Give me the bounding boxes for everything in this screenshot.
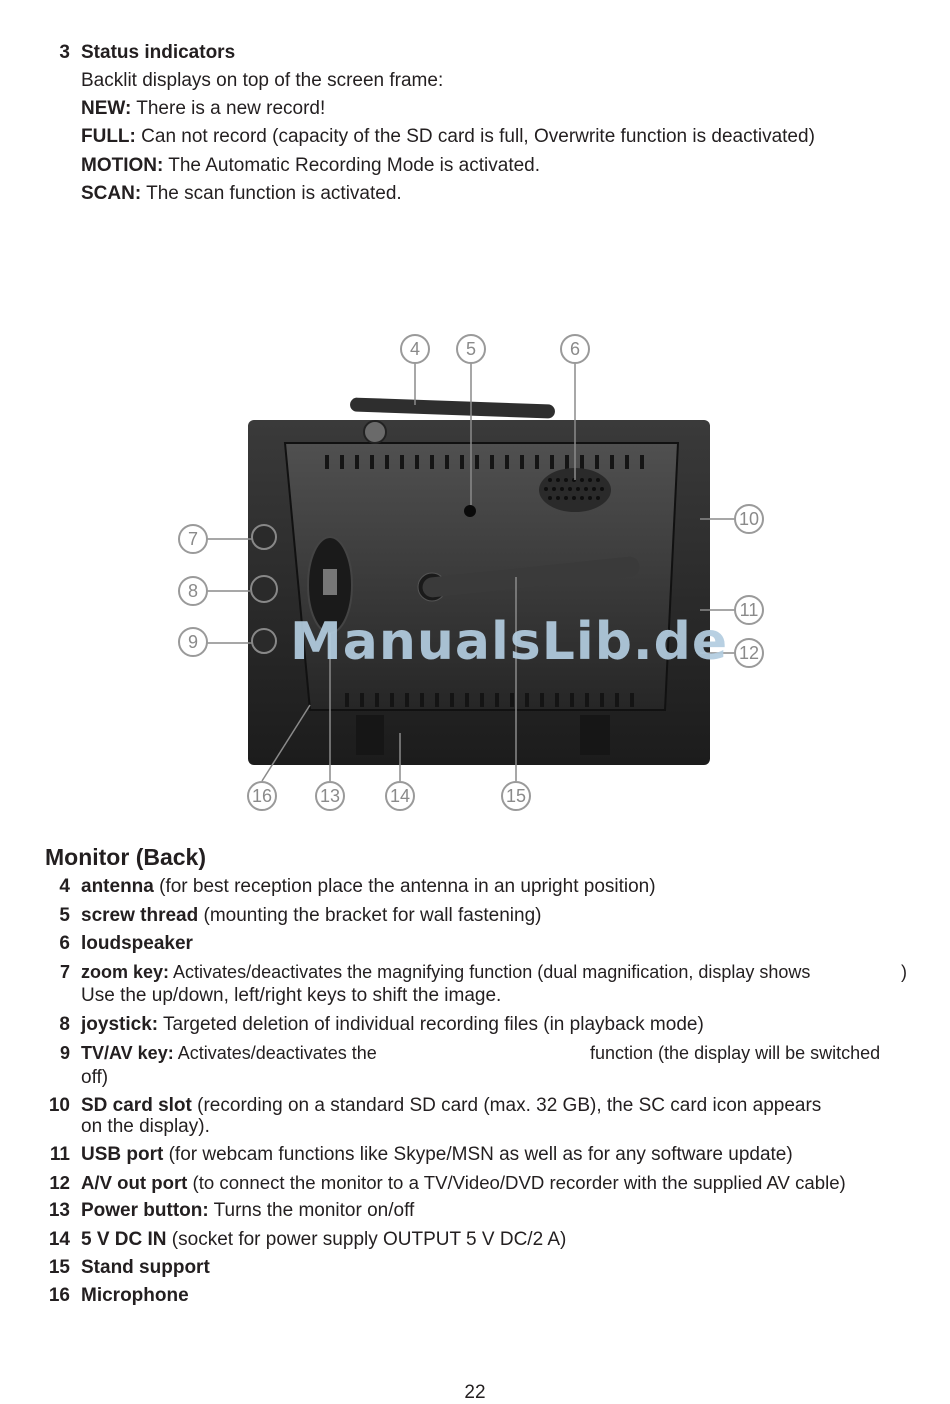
item-number: 16 — [48, 1285, 70, 1306]
callout-7: 7 — [187, 529, 199, 549]
item-number: 10 — [48, 1095, 70, 1116]
list-item — [59, 961, 911, 983]
item-text: (recording on a standard SD card (max. 32 GB), the SC card icon appears — [191, 1095, 822, 1116]
item-number: 9 — [59, 1043, 70, 1063]
monitor-back-figure — [160, 315, 800, 825]
callout-12: 12 — [738, 643, 760, 663]
item-label: TV/AV key: — [81, 1043, 174, 1063]
item-label: USB port — [81, 1144, 164, 1165]
item-number: 13 — [48, 1200, 70, 1221]
callout-8: 8 — [187, 581, 199, 601]
status-text: The Automatic Recording Mode is activated. — [163, 155, 541, 176]
status-text: The scan function is activated. — [141, 183, 402, 204]
item-text: (socket for power supply OUTPUT 5 V DC/2 A) — [166, 1229, 567, 1250]
item-text: Targeted deletion of individual recording files (in playback mode) — [158, 1014, 704, 1035]
callout-13: 13 — [319, 786, 341, 806]
list-item — [48, 1257, 210, 1279]
item-text: Turns the monitor on/off — [208, 1200, 415, 1221]
list-item — [59, 905, 542, 927]
watermark: ManualsLib.de — [290, 612, 729, 672]
item-text-end: function (the display will be switched — [590, 1043, 881, 1063]
item-label: A/V out port — [81, 1172, 188, 1193]
callout-5: 5 — [465, 339, 477, 359]
status-title: Status indicators — [81, 42, 236, 63]
list-item — [48, 1229, 567, 1251]
item-number: 8 — [59, 1014, 70, 1035]
list-item — [48, 1200, 415, 1222]
item-number: 12 — [49, 1172, 70, 1193]
list-item — [59, 1014, 704, 1036]
status-key: MOTION: — [81, 155, 164, 176]
list-item — [48, 1095, 822, 1117]
item-label: SD card slot — [81, 1095, 192, 1116]
item-text-end: ) — [901, 962, 907, 982]
list-item — [48, 1285, 189, 1307]
list-item — [49, 1172, 846, 1194]
item-continuation: Use the up/down, left/right keys to shift the image. — [81, 985, 502, 1006]
status-intro: Backlit displays on top of the screen frame: — [81, 70, 444, 91]
item-label: loudspeaker — [81, 933, 193, 954]
item-text: (for webcam functions like Skype/MSN as well as for any software update) — [163, 1144, 793, 1165]
page-number: 22 — [464, 1382, 486, 1403]
status-item-full — [81, 126, 815, 148]
callout-14: 14 — [389, 786, 411, 806]
callout-4: 4 — [409, 339, 421, 359]
list-item — [49, 1144, 793, 1166]
item-number: 7 — [59, 962, 70, 982]
section-title: Monitor (Back) — [45, 844, 206, 870]
list-item — [59, 933, 193, 955]
callout-9: 9 — [187, 632, 199, 652]
item-number: 6 — [59, 933, 70, 954]
item-label: Microphone — [81, 1285, 189, 1306]
item-label: antenna — [81, 876, 154, 897]
item-text: (for best reception place the antenna in an upright position) — [153, 876, 656, 897]
item-text: Activates/deactivates the — [173, 1043, 377, 1063]
callout-11: 11 — [739, 600, 759, 620]
item-number: 15 — [48, 1257, 70, 1278]
item-number: 11 — [49, 1144, 70, 1165]
callout-15: 15 — [505, 786, 527, 806]
status-text: There is a new record! — [131, 98, 326, 119]
status-text: Can not record (capacity of the SD card is full, Overwrite function is deactivated) — [135, 126, 815, 147]
status-key: SCAN: — [81, 183, 142, 204]
callout-16: 16 — [251, 786, 273, 806]
monitor-back-illustration — [160, 315, 800, 825]
item-number: 4 — [59, 876, 70, 897]
callout-6: 6 — [569, 339, 581, 359]
item-number: 14 — [48, 1229, 70, 1250]
status-key: NEW: — [81, 98, 132, 119]
item-text: (mounting the bracket for wall fastening) — [198, 905, 542, 926]
status-key: FULL: — [81, 126, 136, 147]
item-label: Stand support — [81, 1257, 210, 1278]
status-heading — [59, 42, 236, 64]
item-label: zoom key: — [81, 962, 170, 982]
status-item-new — [81, 98, 325, 120]
list-item — [59, 876, 656, 898]
list-item — [59, 1042, 911, 1064]
item-label: 5 V DC IN — [81, 1229, 167, 1250]
item-label: joystick: — [81, 1014, 159, 1035]
item-label: Power button: — [81, 1200, 209, 1221]
item-text: Activates/deactivates the magnifying function (dual magnification, display shows — [169, 962, 811, 982]
item-continuation: off) — [81, 1067, 109, 1088]
status-item-motion — [81, 155, 540, 177]
item-label: screw thread — [81, 905, 199, 926]
item-number: 5 — [59, 905, 70, 926]
item-continuation: on the display). — [81, 1116, 210, 1137]
item-number: 3 — [59, 42, 70, 63]
callout-10: 10 — [738, 509, 760, 529]
status-item-scan — [81, 183, 402, 205]
item-text: (to connect the monitor to a TV/Video/DVD recorder with the supplied AV cable) — [187, 1172, 846, 1193]
